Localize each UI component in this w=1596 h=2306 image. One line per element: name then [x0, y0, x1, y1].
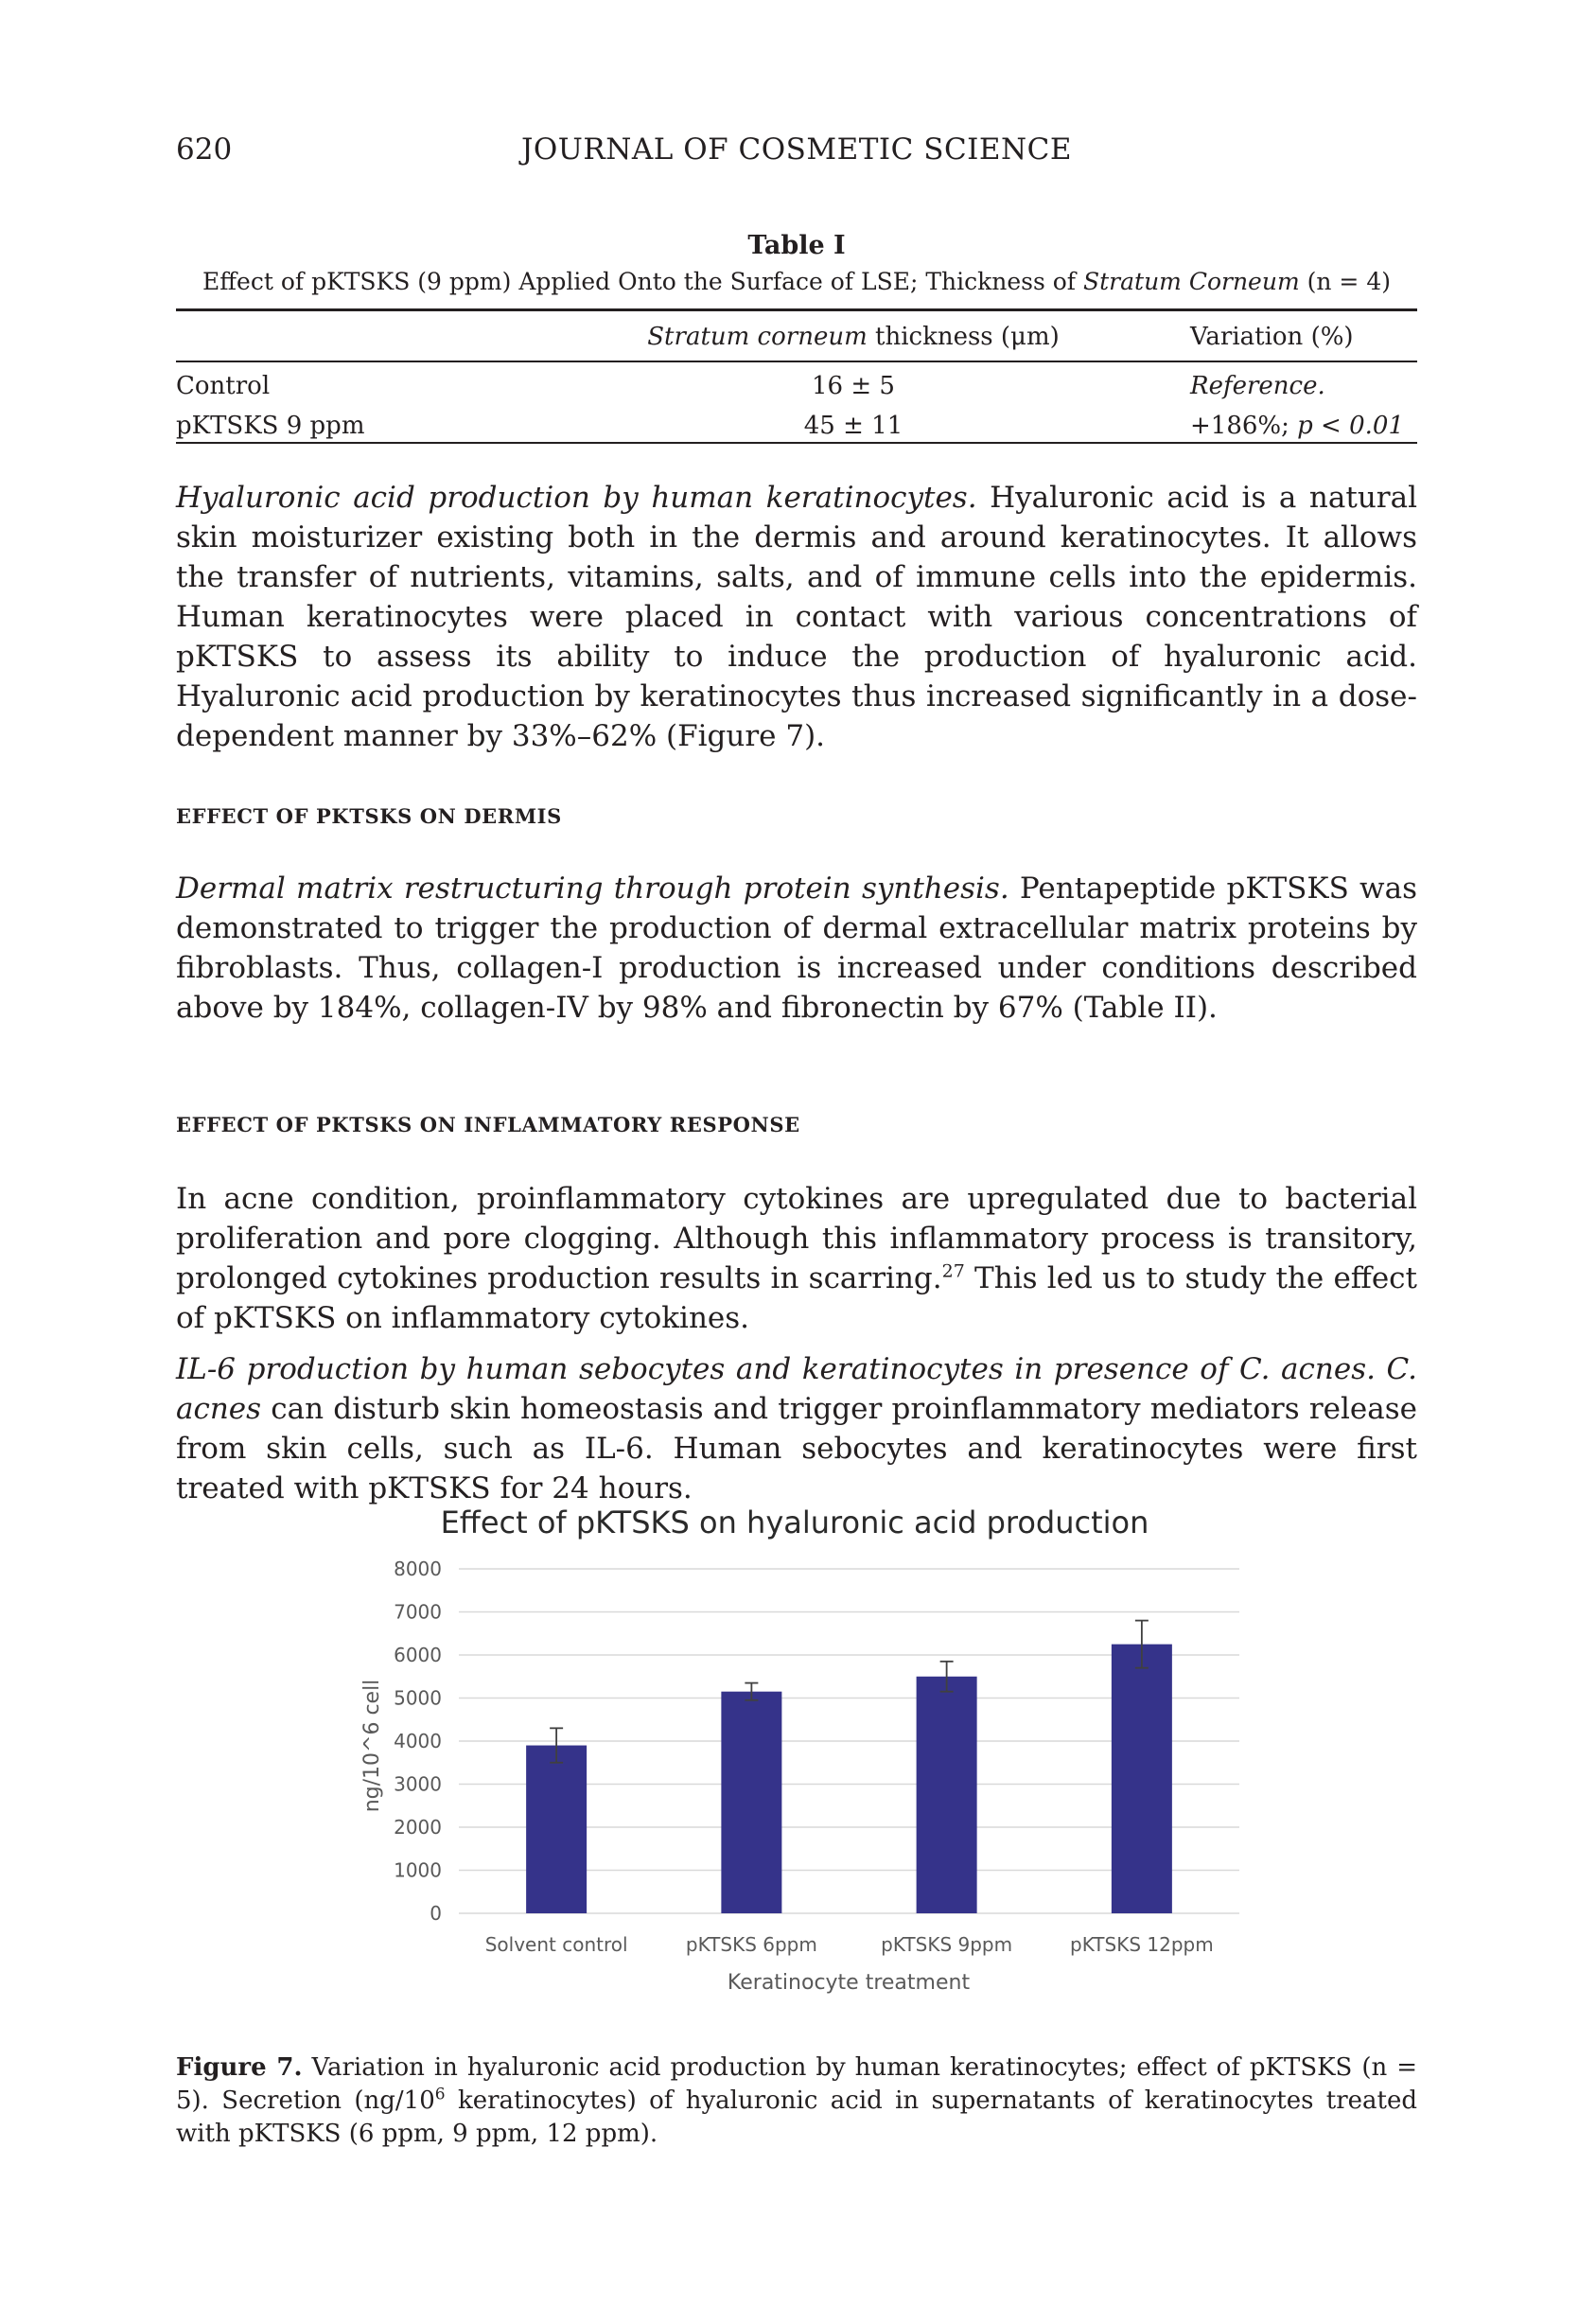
y-tick-label: 1000 [394, 1858, 442, 1882]
table-header-row [176, 310, 1417, 362]
row-variation: Reference. [1190, 372, 1325, 400]
y-tick-label: 7000 [394, 1600, 442, 1624]
header-blank [176, 310, 517, 362]
y-tick-label: 3000 [394, 1772, 442, 1796]
dermis-section [176, 804, 1417, 828]
y-tick-labels [394, 1558, 442, 1925]
inflammatory-section [176, 1113, 1417, 1136]
section-heading-dermis: EFFECT OF PKTSKS ON DERMIS [176, 804, 562, 828]
page-number: 620 [176, 132, 233, 167]
bar-chart-svg [341, 1495, 1268, 2025]
bar [721, 1692, 781, 1913]
y-tick-label: 2000 [394, 1816, 442, 1839]
table-row [176, 402, 1417, 443]
row-variation: +186%; p < 0.01 [1190, 412, 1404, 440]
y-tick-label: 8000 [394, 1558, 442, 1580]
header-thickness: Stratum corneum thickness (μm) [647, 323, 1060, 351]
running-header [176, 132, 1417, 174]
table-caption: Effect of pKTSKS (9 ppm) Applied Onto the Surface of LSE; Thickness of Stratum Corneum (n = 4) [202, 268, 1391, 295]
dermis-body [176, 869, 1417, 1028]
hyaluronic-paragraph: Hyaluronic acid production by human keratinocytes. Hyaluronic acid is a natural skin moisturizer existing both in the dermis and around keratinocytes. It allows the transfer of nutrients, vitamins, salts, and of immune cells into the epidermis. Human keratinocytes were placed in contact with various concentrations of pKTSKS to assess its ability to induce the production of hyaluronic acid. Hyaluronic acid production by keratinocytes thus increased significantly in a dose-dependent manner by 33%–62% (Figure 7). [176, 481, 1417, 753]
row-label: pKTSKS 9 ppm [176, 412, 365, 440]
x-tick-label: pKTSKS 9ppm [881, 1933, 1013, 1956]
inflammatory-paragraph-1: In acne condition, proinflammatory cytokines are upregulated due to bacterial proliferation and pore clogging. Although this inflammatory process is transitory, prolonged cytokines production results in scarring.$^{27}$ This led us to study the effect of pKTSKS on inflammatory cytokines. [176, 1182, 1417, 1335]
x-tick-label: pKTSKS 12ppm [1070, 1933, 1214, 1956]
hyaluronic-section [176, 478, 1417, 756]
table-row [176, 361, 1417, 402]
y-tick-label: 4000 [394, 1730, 442, 1752]
table-title: Table I [747, 231, 846, 260]
y-tick-label: 6000 [394, 1644, 442, 1666]
row-thickness: 16 ± 5 [812, 372, 895, 400]
y-axis-label: ng/10^6 cell [360, 1679, 384, 1813]
row-thickness: 45 ± 11 [803, 412, 903, 440]
x-tick-label: pKTSKS 6ppm [685, 1933, 817, 1956]
inflammatory-paragraph-2: IL-6 production by human sebocytes and keratinocytes in presence of C. acnes. C. acnes can disturb skin homeostasis and trigger proinflammatory mediators release from skin cells, such as IL-6. Human sebocytes and keratinocytes were first treated with pKTSKS for 24 hours. [176, 1352, 1417, 1505]
table-i [176, 231, 1417, 444]
inflammatory-body [176, 1179, 1417, 1508]
header-variation: Variation (%) [1190, 323, 1354, 351]
figure-7-chart [341, 1495, 1268, 2025]
x-tick-labels [485, 1933, 1214, 1956]
y-tick-label: 5000 [394, 1686, 442, 1710]
bar [526, 1746, 587, 1913]
chart-title: Effect of pKTSKS on hyaluronic acid production [440, 1505, 1149, 1540]
x-axis-label: Keratinocyte treatment [727, 1971, 971, 1995]
x-tick-label: Solvent control [484, 1933, 628, 1956]
bars [526, 1645, 1172, 1913]
stratum-corneum-table [176, 308, 1417, 444]
bar [1112, 1645, 1172, 1913]
y-tick-label: 0 [430, 1902, 442, 1925]
row-label: Control [176, 372, 271, 400]
figure-7-caption: Figure 7. Variation in hyaluronic acid production by human keratinocytes; effect of pKTSKS (n = 5). Secretion ($ng/10^6$ keratinocytes) of hyaluronic acid in supernatants of keratinocytes treated with pKTSKS (6 ppm, 9 ppm, 12 ppm). [176, 2053, 1418, 2148]
journal-title: JOURNAL OF COSMETIC SCIENCE [520, 132, 1073, 167]
bar [917, 1677, 977, 1913]
dermis-paragraph: Dermal matrix restructuring through protein synthesis. Pentapeptide pKTSKS was demonstrated to trigger the production of dermal extracellular matrix proteins by fibroblasts. Thus, collagen-I production is increased under conditions described above by 184%, collagen-IV by 98% and fibronectin by 67% (Table II). [176, 871, 1417, 1025]
section-heading-inflammatory: EFFECT OF PKTSKS ON INFLAMMATORY RESPONSE [176, 1113, 800, 1136]
